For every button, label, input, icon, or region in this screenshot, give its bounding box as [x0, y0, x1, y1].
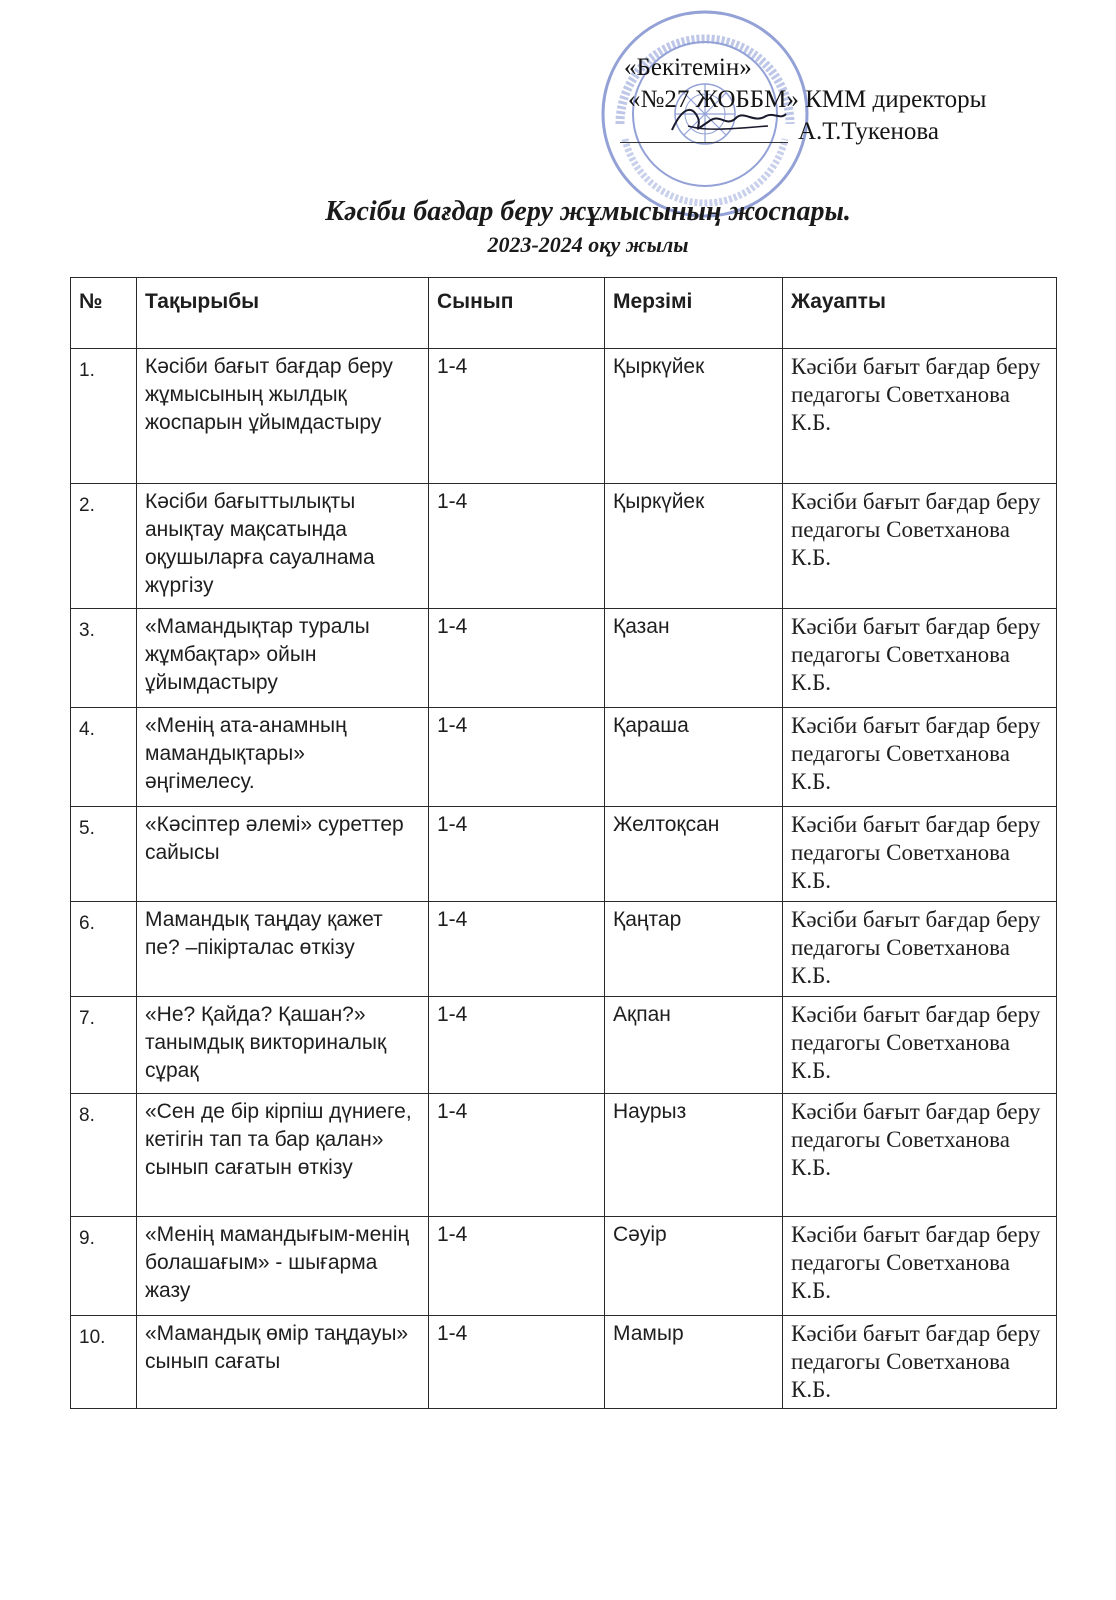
row-number: 3.: [71, 609, 137, 708]
director-name: А.Т.Тукенова: [798, 118, 939, 145]
row-topic: «Менің ата-анамның мамандықтары» әңгімелесу.: [137, 708, 429, 807]
table-row: [71, 484, 1057, 609]
approval-block: [620, 52, 1060, 148]
table-row: [71, 807, 1057, 902]
row-grade: 1-4: [429, 349, 605, 484]
table-row: [71, 349, 1057, 484]
row-topic: Кәсіби бағыт бағдар беру жұмысының жылдық жоспарын ұйымдастыру: [137, 349, 429, 484]
row-responsible: Кәсіби бағыт бағдар беру педагогы Советханова К.Б.: [783, 609, 1057, 708]
approval-director-line: «№27 ЖОББМ» КММ директоры: [628, 86, 987, 113]
row-period: Қаңтар: [605, 902, 783, 997]
row-responsible: Кәсіби бағыт бағдар беру педагогы Советханова К.Б.: [783, 708, 1057, 807]
document-title: Кәсіби бағдар беру жұмысының жоспары.: [325, 196, 851, 227]
row-number: 5.: [71, 807, 137, 902]
header-number: №: [71, 278, 137, 349]
row-period: Қыркүйек: [605, 484, 783, 609]
row-grade: 1-4: [429, 1094, 605, 1217]
row-number: 4.: [71, 708, 137, 807]
row-grade: 1-4: [429, 609, 605, 708]
table-row: [71, 609, 1057, 708]
row-topic: «Сен де бір кірпіш дүниеге, кетігін тап та бар қалан» сынып сағатын өткізу: [137, 1094, 429, 1217]
row-topic: «Кәсіптер әлемі» суреттер сайысы: [137, 807, 429, 902]
row-number: 9.: [71, 1217, 137, 1316]
row-responsible: Кәсіби бағыт бағдар беру педагогы Советханова К.Б.: [783, 1217, 1057, 1316]
table-header-row: [71, 278, 1057, 349]
row-topic: «Мамандықтар туралы жұмбақтар» ойын ұйымдастыру: [137, 609, 429, 708]
approval-signature-line: [620, 116, 1060, 148]
row-period: Қазан: [605, 609, 783, 708]
row-period: Мамыр: [605, 1316, 783, 1409]
row-grade: 1-4: [429, 1316, 605, 1409]
row-responsible: Кәсіби бағыт бағдар беру педагогы Советханова К.Б.: [783, 484, 1057, 609]
header-responsible: Жауапты: [783, 278, 1057, 349]
table-row: [71, 1217, 1057, 1316]
row-responsible: Кәсіби бағыт бағдар беру педагогы Советханова К.Б.: [783, 902, 1057, 997]
row-number: 10.: [71, 1316, 137, 1409]
row-responsible: Кәсіби бағыт бағдар беру педагогы Советханова К.Б.: [783, 997, 1057, 1094]
row-period: Наурыз: [605, 1094, 783, 1217]
row-number: 6.: [71, 902, 137, 997]
approval-heading: «Бекітемін»: [624, 54, 752, 81]
row-grade: 1-4: [429, 997, 605, 1094]
row-number: 1.: [71, 349, 137, 484]
row-topic: Мамандық таңдау қажет пе? –пікірталас өткізу: [137, 902, 429, 997]
table-row: [71, 902, 1057, 997]
row-period: Қараша: [605, 708, 783, 807]
table-row: [71, 708, 1057, 807]
header-grade: Сынып: [429, 278, 605, 349]
document-subtitle: 2023-2024 оқу жылы: [487, 232, 689, 257]
table-row: [71, 1094, 1057, 1217]
row-responsible: Кәсіби бағыт бағдар беру педагогы Советханова К.Б.: [783, 1094, 1057, 1217]
row-topic: «Мамандық өмір таңдауы» сынып сағаты: [137, 1316, 429, 1409]
row-topic: «Не? Қайда? Қашан?» танымдық викториналық сұрақ: [137, 997, 429, 1094]
row-period: Желтоқсан: [605, 807, 783, 902]
row-number: 2.: [71, 484, 137, 609]
row-period: Қыркүйек: [605, 349, 783, 484]
header-topic: Тақырыбы: [137, 278, 429, 349]
row-number: 8.: [71, 1094, 137, 1217]
signature-line: [620, 142, 788, 143]
row-responsible: Кәсіби бағыт бағдар беру педагогы Советханова К.Б.: [783, 1316, 1057, 1409]
row-period: Ақпан: [605, 997, 783, 1094]
row-grade: 1-4: [429, 708, 605, 807]
handwritten-signature: [668, 98, 788, 140]
row-topic: Кәсіби бағыттылықты анықтау мақсатында оқушыларға сауалнама жүргізу: [137, 484, 429, 609]
row-grade: 1-4: [429, 484, 605, 609]
row-responsible: Кәсіби бағыт бағдар беру педагогы Советханова К.Б.: [783, 349, 1057, 484]
header-period: Мерзімі: [605, 278, 783, 349]
table-row: [71, 997, 1057, 1094]
table-row: [71, 1316, 1057, 1409]
row-responsible: Кәсіби бағыт бағдар беру педагогы Советханова К.Б.: [783, 807, 1057, 902]
row-grade: 1-4: [429, 807, 605, 902]
row-topic: «Менің мамандығым-менің болашағым» - шығарма жазу: [137, 1217, 429, 1316]
plan-table: [70, 277, 1057, 1409]
row-grade: 1-4: [429, 1217, 605, 1316]
row-number: 7.: [71, 997, 137, 1094]
row-grade: 1-4: [429, 902, 605, 997]
row-period: Сәуір: [605, 1217, 783, 1316]
